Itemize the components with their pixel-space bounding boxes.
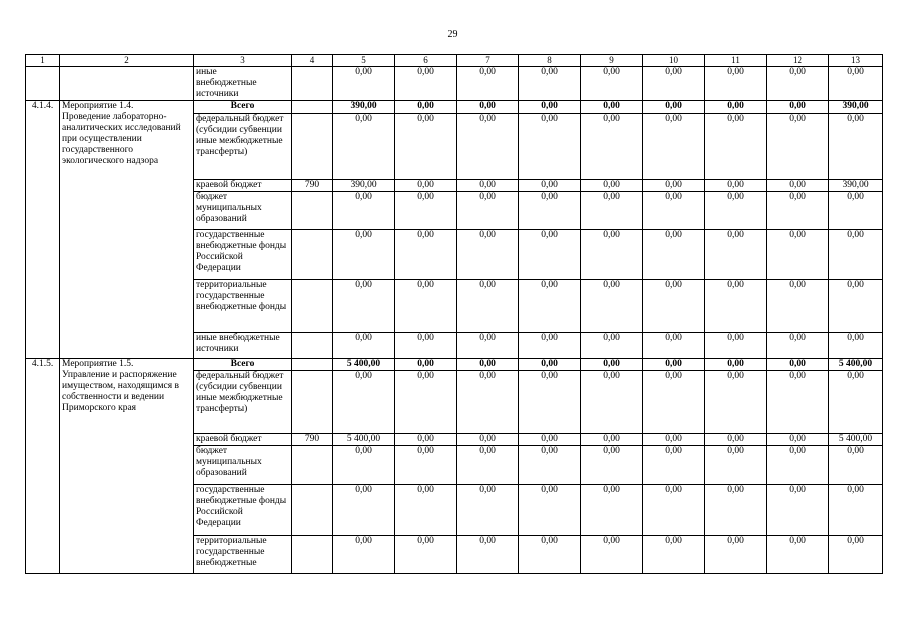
amount-cell: 0,00 [395, 180, 457, 192]
amount-cell: 0,00 [767, 230, 829, 280]
column-number-header [26, 55, 883, 67]
amount-cell: 0,00 [767, 280, 829, 333]
amount-cell: 0,00 [457, 101, 519, 114]
column-header-3: 3 [194, 55, 292, 67]
amount-cell: 0,00 [333, 536, 395, 574]
amount-cell: 0,00 [457, 446, 519, 485]
amount-cell: 0,00 [767, 101, 829, 114]
budget-code-cell [292, 67, 333, 101]
amount-cell: 0,00 [705, 446, 767, 485]
amount-cell: 0,00 [333, 371, 395, 434]
amount-cell: 0,00 [829, 446, 883, 485]
amount-cell: 390,00 [829, 101, 883, 114]
amount-cell: 0,00 [767, 359, 829, 371]
amount-cell: 0,00 [829, 114, 883, 180]
amount-cell: 0,00 [519, 180, 581, 192]
budget-code-cell [292, 371, 333, 434]
amount-cell: 0,00 [457, 180, 519, 192]
amount-cell: 0,00 [581, 359, 643, 371]
amount-cell: 0,00 [581, 230, 643, 280]
column-header-9: 9 [581, 55, 643, 67]
table-row [26, 359, 883, 371]
amount-cell: 0,00 [581, 180, 643, 192]
amount-cell: 0,00 [767, 371, 829, 434]
event-number-cell: 4.1.4. [26, 101, 60, 359]
budget-code-cell [292, 446, 333, 485]
budget-code-cell [292, 536, 333, 574]
amount-cell: 0,00 [333, 67, 395, 101]
amount-cell: 0,00 [395, 536, 457, 574]
budget-code-cell: 790 [292, 180, 333, 192]
amount-cell: 0,00 [643, 114, 705, 180]
funding-source-cell: иные внебюджетные источники [194, 333, 292, 359]
amount-cell: 0,00 [519, 230, 581, 280]
table-row [26, 67, 883, 101]
amount-cell: 0,00 [829, 230, 883, 280]
amount-cell: 0,00 [705, 280, 767, 333]
funding-source-cell: бюджет муниципальных образований [194, 192, 292, 230]
budget-code-cell [292, 333, 333, 359]
funding-source-cell: федеральный бюджет (субсидии субвенции иные межбюджетные трансферты) [194, 114, 292, 180]
amount-cell: 0,00 [705, 180, 767, 192]
budget-code-cell [292, 230, 333, 280]
column-header-2: 2 [60, 55, 194, 67]
event-number-cell: 4.1.5. [26, 359, 60, 574]
amount-cell: 0,00 [705, 333, 767, 359]
amount-cell: 0,00 [705, 536, 767, 574]
amount-cell: 0,00 [395, 114, 457, 180]
amount-cell: 5 400,00 [333, 359, 395, 371]
amount-cell: 0,00 [519, 333, 581, 359]
amount-cell: 0,00 [829, 485, 883, 536]
amount-cell: 0,00 [333, 446, 395, 485]
column-header-1: 1 [26, 55, 60, 67]
amount-cell: 5 400,00 [829, 434, 883, 446]
amount-cell: 0,00 [829, 536, 883, 574]
budget-code-cell [292, 280, 333, 333]
amount-cell: 0,00 [457, 359, 519, 371]
amount-cell: 0,00 [395, 485, 457, 536]
amount-cell: 0,00 [333, 192, 395, 230]
amount-cell: 5 400,00 [829, 359, 883, 371]
funding-source-cell: Всего [194, 101, 292, 114]
amount-cell: 5 400,00 [333, 434, 395, 446]
amount-cell: 0,00 [643, 101, 705, 114]
funding-source-cell: краевой бюджет [194, 434, 292, 446]
funding-source-cell: государственные внебюджетные фонды Российской Федерации [194, 485, 292, 536]
amount-cell: 0,00 [767, 114, 829, 180]
amount-cell: 0,00 [395, 359, 457, 371]
amount-cell: 0,00 [643, 280, 705, 333]
amount-cell: 0,00 [705, 114, 767, 180]
amount-cell: 0,00 [829, 280, 883, 333]
funding-source-cell: федеральный бюджет (субсидии субвенции иные межбюджетные трансферты) [194, 371, 292, 434]
amount-cell: 0,00 [767, 180, 829, 192]
column-header-5: 5 [333, 55, 395, 67]
amount-cell: 0,00 [581, 446, 643, 485]
amount-cell: 0,00 [519, 114, 581, 180]
event-name-cell [60, 67, 194, 101]
amount-cell: 0,00 [581, 67, 643, 101]
amount-cell: 0,00 [581, 371, 643, 434]
amount-cell: 0,00 [767, 434, 829, 446]
amount-cell: 390,00 [333, 180, 395, 192]
amount-cell: 0,00 [457, 192, 519, 230]
amount-cell: 0,00 [333, 114, 395, 180]
amount-cell: 0,00 [519, 280, 581, 333]
amount-cell: 0,00 [457, 536, 519, 574]
amount-cell: 0,00 [395, 192, 457, 230]
amount-cell: 0,00 [457, 67, 519, 101]
budget-code-cell [292, 359, 333, 371]
amount-cell: 0,00 [395, 371, 457, 434]
amount-cell: 0,00 [767, 485, 829, 536]
amount-cell: 0,00 [519, 371, 581, 434]
column-header-7: 7 [457, 55, 519, 67]
amount-cell: 0,00 [581, 536, 643, 574]
funding-source-cell: Всего [194, 359, 292, 371]
amount-cell: 0,00 [457, 371, 519, 434]
page-number: 29 [447, 29, 458, 40]
column-header-11: 11 [705, 55, 767, 67]
funding-source-cell: территориальные государственные внебюджетные [194, 536, 292, 574]
column-header-13: 13 [829, 55, 883, 67]
amount-cell: 0,00 [519, 485, 581, 536]
amount-cell: 0,00 [705, 434, 767, 446]
amount-cell: 0,00 [581, 485, 643, 536]
amount-cell: 0,00 [767, 536, 829, 574]
amount-cell: 0,00 [643, 485, 705, 536]
amount-cell: 0,00 [333, 280, 395, 333]
amount-cell: 0,00 [581, 192, 643, 230]
amount-cell: 0,00 [395, 434, 457, 446]
amount-cell: 0,00 [767, 446, 829, 485]
table-row [26, 101, 883, 114]
budget-table [25, 54, 883, 574]
amount-cell: 0,00 [643, 333, 705, 359]
amount-cell: 0,00 [519, 446, 581, 485]
funding-source-cell: иные внебюджетные источники [194, 67, 292, 101]
amount-cell: 0,00 [395, 333, 457, 359]
amount-cell: 0,00 [643, 359, 705, 371]
header-row [26, 55, 883, 67]
amount-cell: 0,00 [519, 67, 581, 101]
amount-cell: 0,00 [457, 434, 519, 446]
amount-cell: 0,00 [829, 371, 883, 434]
column-header-8: 8 [519, 55, 581, 67]
amount-cell: 0,00 [581, 333, 643, 359]
amount-cell: 0,00 [581, 101, 643, 114]
amount-cell: 390,00 [333, 101, 395, 114]
table-body [26, 67, 883, 574]
amount-cell: 0,00 [829, 333, 883, 359]
column-header-10: 10 [643, 55, 705, 67]
amount-cell: 0,00 [643, 536, 705, 574]
amount-cell: 0,00 [395, 230, 457, 280]
column-header-4: 4 [292, 55, 333, 67]
funding-source-cell: краевой бюджет [194, 180, 292, 192]
funding-source-cell: бюджет муниципальных образований [194, 446, 292, 485]
amount-cell: 0,00 [395, 446, 457, 485]
amount-cell: 0,00 [333, 485, 395, 536]
amount-cell: 0,00 [643, 434, 705, 446]
amount-cell: 0,00 [705, 67, 767, 101]
amount-cell: 0,00 [519, 192, 581, 230]
budget-code-cell [292, 485, 333, 536]
amount-cell: 0,00 [767, 192, 829, 230]
funding-source-cell: государственные внебюджетные фонды Российской Федерации [194, 230, 292, 280]
amount-cell: 0,00 [581, 280, 643, 333]
amount-cell: 0,00 [457, 280, 519, 333]
amount-cell: 0,00 [705, 359, 767, 371]
amount-cell: 0,00 [643, 446, 705, 485]
amount-cell: 0,00 [829, 67, 883, 101]
budget-code-cell [292, 101, 333, 114]
amount-cell: 0,00 [395, 67, 457, 101]
amount-cell: 0,00 [705, 192, 767, 230]
amount-cell: 0,00 [395, 101, 457, 114]
amount-cell: 0,00 [519, 101, 581, 114]
event-number-cell [26, 67, 60, 101]
amount-cell: 0,00 [767, 333, 829, 359]
amount-cell: 390,00 [829, 180, 883, 192]
budget-code-cell [292, 192, 333, 230]
amount-cell: 0,00 [581, 114, 643, 180]
amount-cell: 0,00 [519, 359, 581, 371]
funding-source-cell: территориальные государственные внебюджетные фонды [194, 280, 292, 333]
amount-cell: 0,00 [643, 230, 705, 280]
amount-cell: 0,00 [333, 333, 395, 359]
amount-cell: 0,00 [767, 67, 829, 101]
budget-code-cell [292, 114, 333, 180]
amount-cell: 0,00 [705, 230, 767, 280]
amount-cell: 0,00 [643, 180, 705, 192]
amount-cell: 0,00 [829, 192, 883, 230]
amount-cell: 0,00 [457, 230, 519, 280]
amount-cell: 0,00 [519, 536, 581, 574]
amount-cell: 0,00 [643, 67, 705, 101]
amount-cell: 0,00 [457, 114, 519, 180]
column-header-6: 6 [395, 55, 457, 67]
amount-cell: 0,00 [705, 371, 767, 434]
amount-cell: 0,00 [457, 333, 519, 359]
column-header-12: 12 [767, 55, 829, 67]
event-name-cell: Мероприятие 1.4. Проведение лабораторно-аналитических исследований при осуществлении государственного экологического надзора [60, 101, 194, 359]
amount-cell: 0,00 [581, 434, 643, 446]
amount-cell: 0,00 [705, 485, 767, 536]
amount-cell: 0,00 [333, 230, 395, 280]
amount-cell: 0,00 [457, 485, 519, 536]
budget-code-cell: 790 [292, 434, 333, 446]
amount-cell: 0,00 [395, 280, 457, 333]
amount-cell: 0,00 [519, 434, 581, 446]
event-name-cell: Мероприятие 1.5. Управление и распоряжение имуществом, находящимся в собственности и ведении Приморского края [60, 359, 194, 574]
amount-cell: 0,00 [643, 192, 705, 230]
amount-cell: 0,00 [643, 371, 705, 434]
amount-cell: 0,00 [705, 101, 767, 114]
